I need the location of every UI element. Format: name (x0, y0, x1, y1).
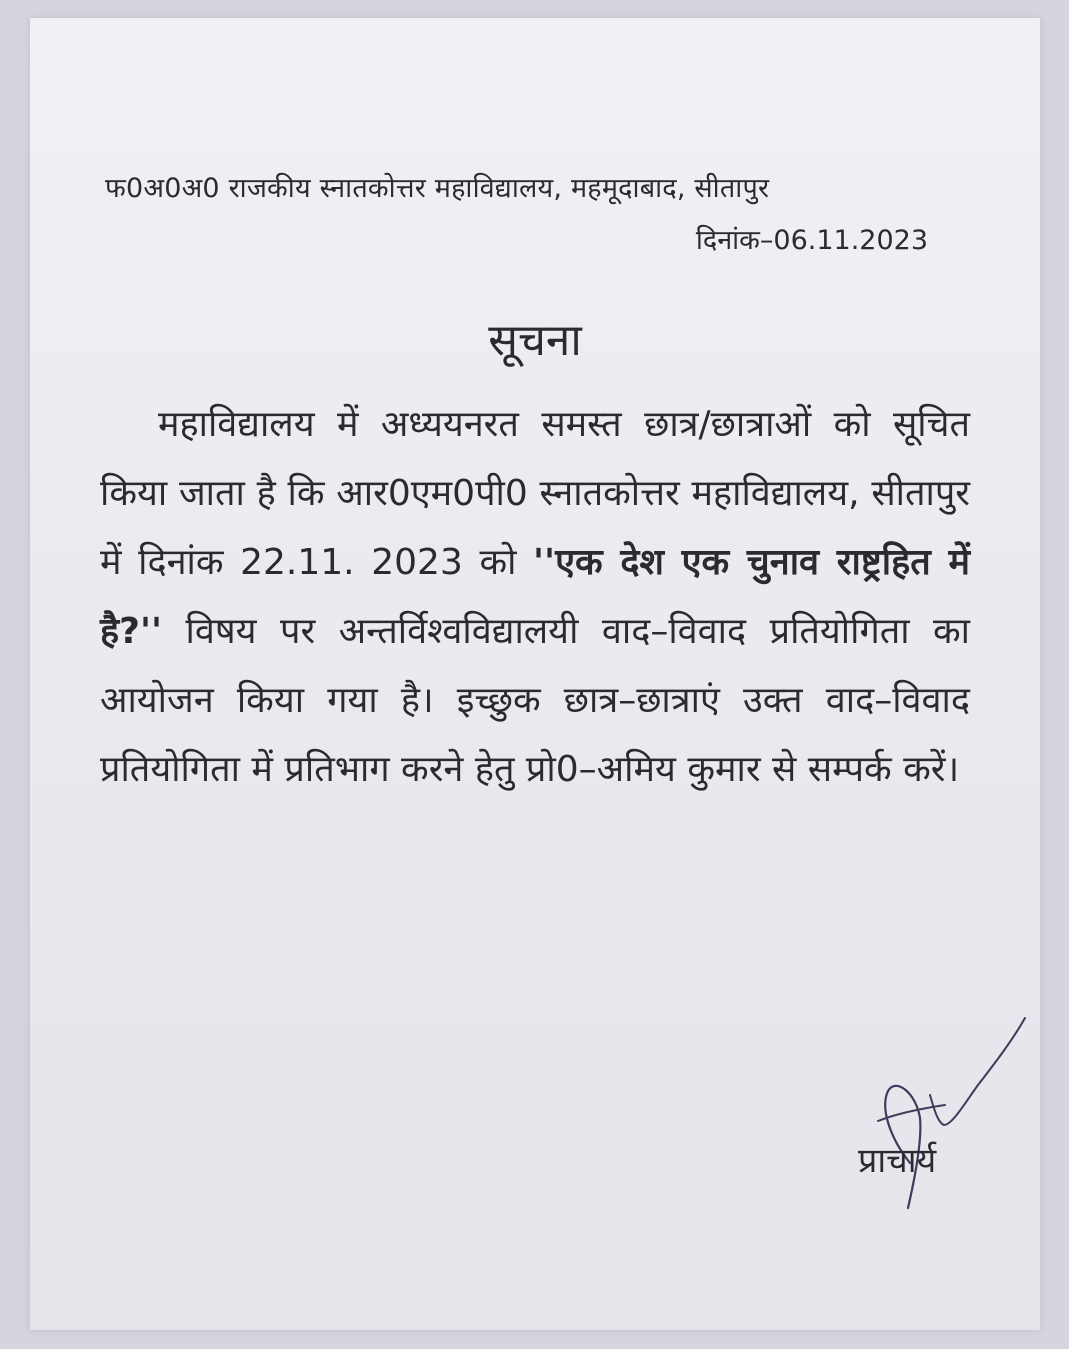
debate-topic: ''एक देश एक चुनाव राष्ट्रहित में है?'' (100, 542, 970, 652)
notice-page (30, 18, 1040, 1330)
college-header: फ0अ0अ0 राजकीय स्नातकोत्तर महाविद्यालय, महमूदाबाद, सीतापुर (105, 173, 770, 204)
notice-body-part2: विषय पर अन्तर्विश्वविद्यालयी वाद–विवाद प्रतियोगिता का आयोजन किया गया है। इच्छुक छात्र–छात्राएं उक्त वाद–विवाद प्रतियोगिता में प्रतिभाग करने हेतु प्रो0–अमिय कुमार से सम्पर्क करें। (100, 611, 970, 790)
notice-body (100, 390, 970, 804)
principal-signature (850, 1013, 1030, 1213)
notice-body-part1: महाविद्यालय में अध्ययनरत समस्त छात्र/छात्राओं को सूचित किया जाता है कि आर0एम0पी0 स्नातकोत्तर महाविद्यालय, सीतापुर में दिनांक 22.11. 2023 को (100, 404, 970, 583)
notice-date: दिनांक–06.11.2023 (695, 225, 928, 256)
principal-designation: प्राचार्य (858, 1141, 937, 1181)
notice-title: सूचना (488, 315, 582, 366)
